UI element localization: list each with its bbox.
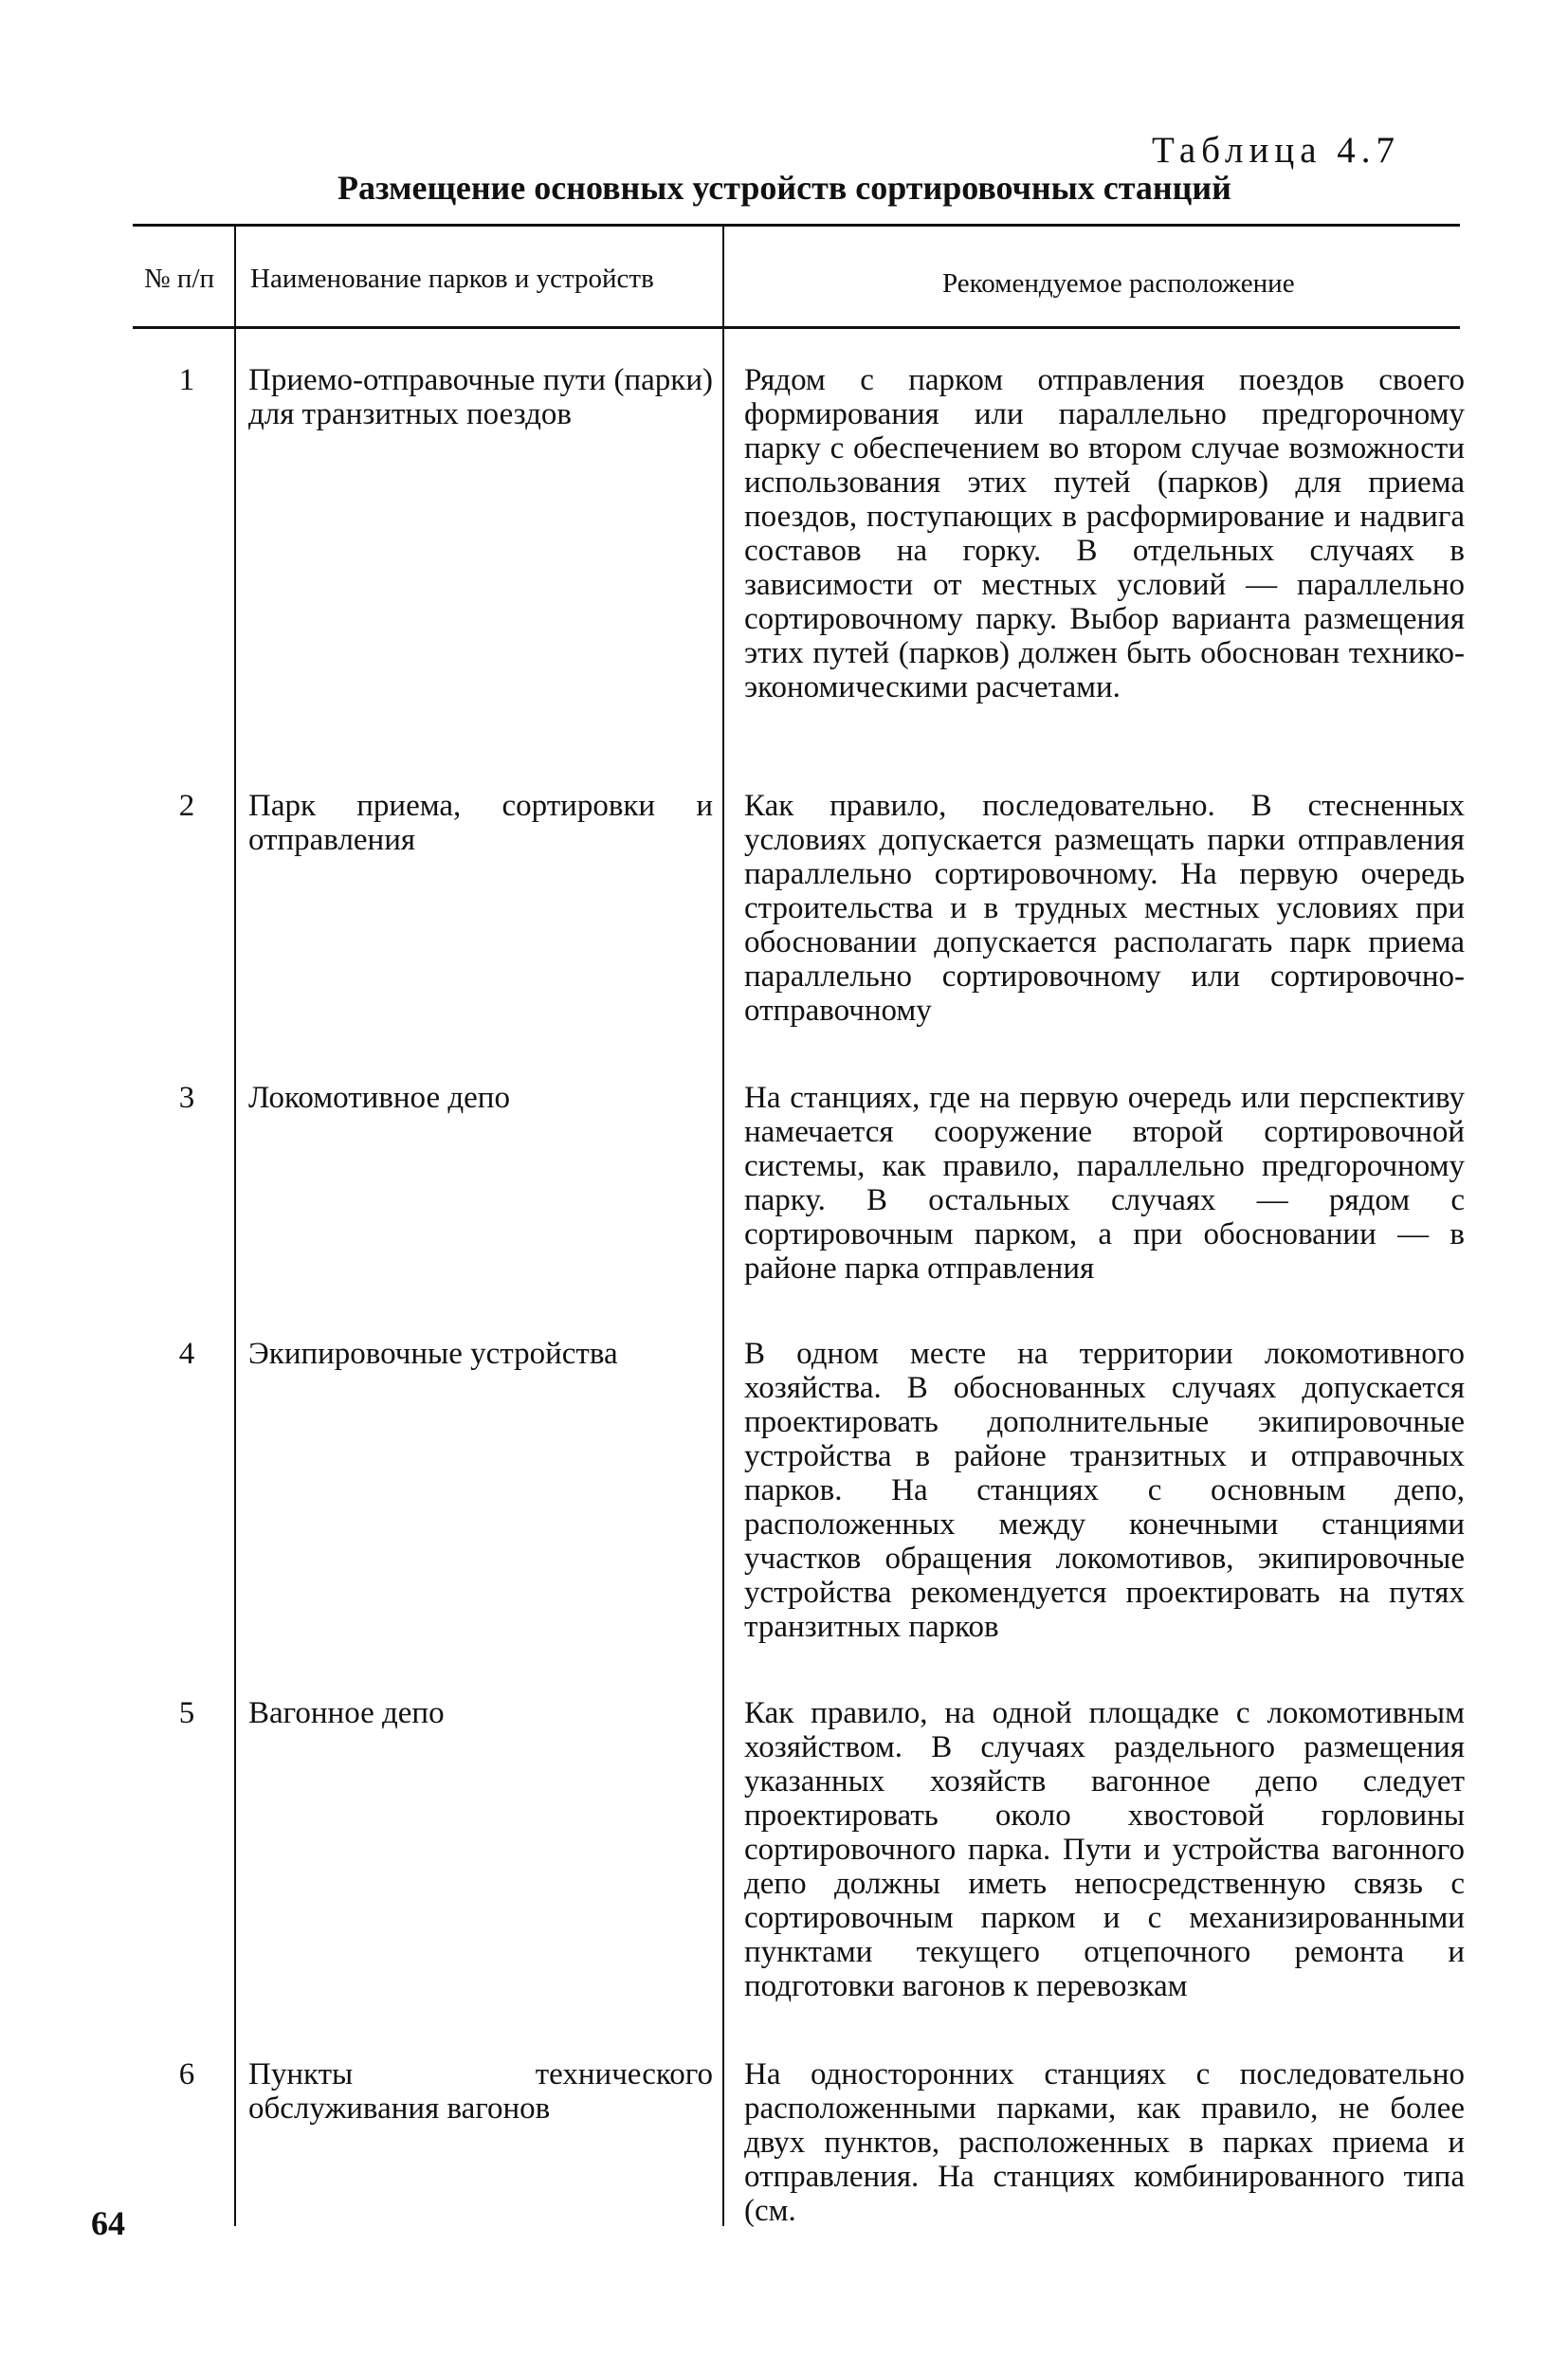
header-location: Рекомендуемое расположение (942, 268, 1295, 299)
table-label: Таблица 4.7 (1152, 130, 1401, 171)
row-location: На станциях, где на первую очередь или перспективу намечается сооружение второй сортировочной системы, как правило, параллельно предгорочному парку. В остальных случаях — рядом с сортировочным парком, а при обосновании — в районе парка отправления (744, 1081, 1465, 1286)
row-location: В одном месте на территории локомотивного хозяйства. В обоснованных случаях допускается проектировать дополнительные экипировочные устройства в районе транзитных и отправочных парков. На станциях с основным депо, расположенных между конечными станциями участков обращения локомотивов, экипировочные устройства рекомендуется проектировать на путях транзитных парков (744, 1337, 1465, 1644)
header-top-rule (133, 224, 1460, 227)
row-name: Вагонное депо (248, 1696, 445, 1730)
row-location: На односторонних станциях с последовательно расположенными парками, как правило, не более двух пунктов, расположенных в парках приема и отправления. На станциях комбинированного типа (см. (744, 2057, 1465, 2228)
column-divider-2 (722, 224, 724, 2226)
row-name: Экипировочные устройства (248, 1337, 618, 1371)
page-number: 64 (91, 2204, 125, 2242)
row-location: Как правило, последовательно. В стесненных условиях допускается размещать парки отправления параллельно сортировочному. На первую очередь строительства и в трудных местных условиях при обосновании допускается располагать парк приема параллельно сортировочному или сортировочно-отправочному (744, 789, 1465, 1028)
row-name: Локомотивное депо (248, 1081, 510, 1115)
row-name: Пункты технического обслуживания вагонов (248, 2057, 713, 2126)
row-number: 3 (178, 1081, 195, 1115)
column-divider-1 (234, 224, 236, 2226)
table-title: Размещение основных устройств сортировочных станций (337, 169, 1231, 207)
row-number: 6 (178, 2057, 195, 2091)
row-name: Приемо-отправочные пути (парки) для транзитных поездов (248, 363, 713, 431)
header-bottom-rule (133, 326, 1460, 329)
row-location: Как правило, на одной площадке с локомотивным хозяйством. В случаях раздельного размещения указанных хозяйств вагонное депо следует проектировать около хвостовой горловины сортировочного парка. Пути и устройства вагонного депо должны иметь непосредственную связь с сортировочным парком и с механизированными пунктами текущего отцепочного ремонта и подготовки вагонов к перевозкам (744, 1696, 1465, 2003)
row-name: Парк приема, сортировки и отправления (248, 789, 713, 857)
row-number: 5 (178, 1696, 195, 1730)
row-number: 4 (178, 1337, 195, 1371)
row-number: 1 (178, 363, 195, 397)
header-num: № п/п (144, 264, 215, 294)
header-name: Наименование парков и устройств (250, 264, 654, 294)
row-number: 2 (178, 789, 195, 823)
row-location: Рядом с парком отправления поездов своего формирования или параллельно предгорочному парку с обеспечением во втором случае возможности использования этих путей (парков) для приема поездов, поступающих в расформирование и надвига составов на горку. В отдельных случаях в зависимости от местных условий — параллельно сортировочному парку. Выбор варианта размещения этих путей (парков) должен быть обоснован технико-экономическими расчетами. (744, 363, 1465, 704)
